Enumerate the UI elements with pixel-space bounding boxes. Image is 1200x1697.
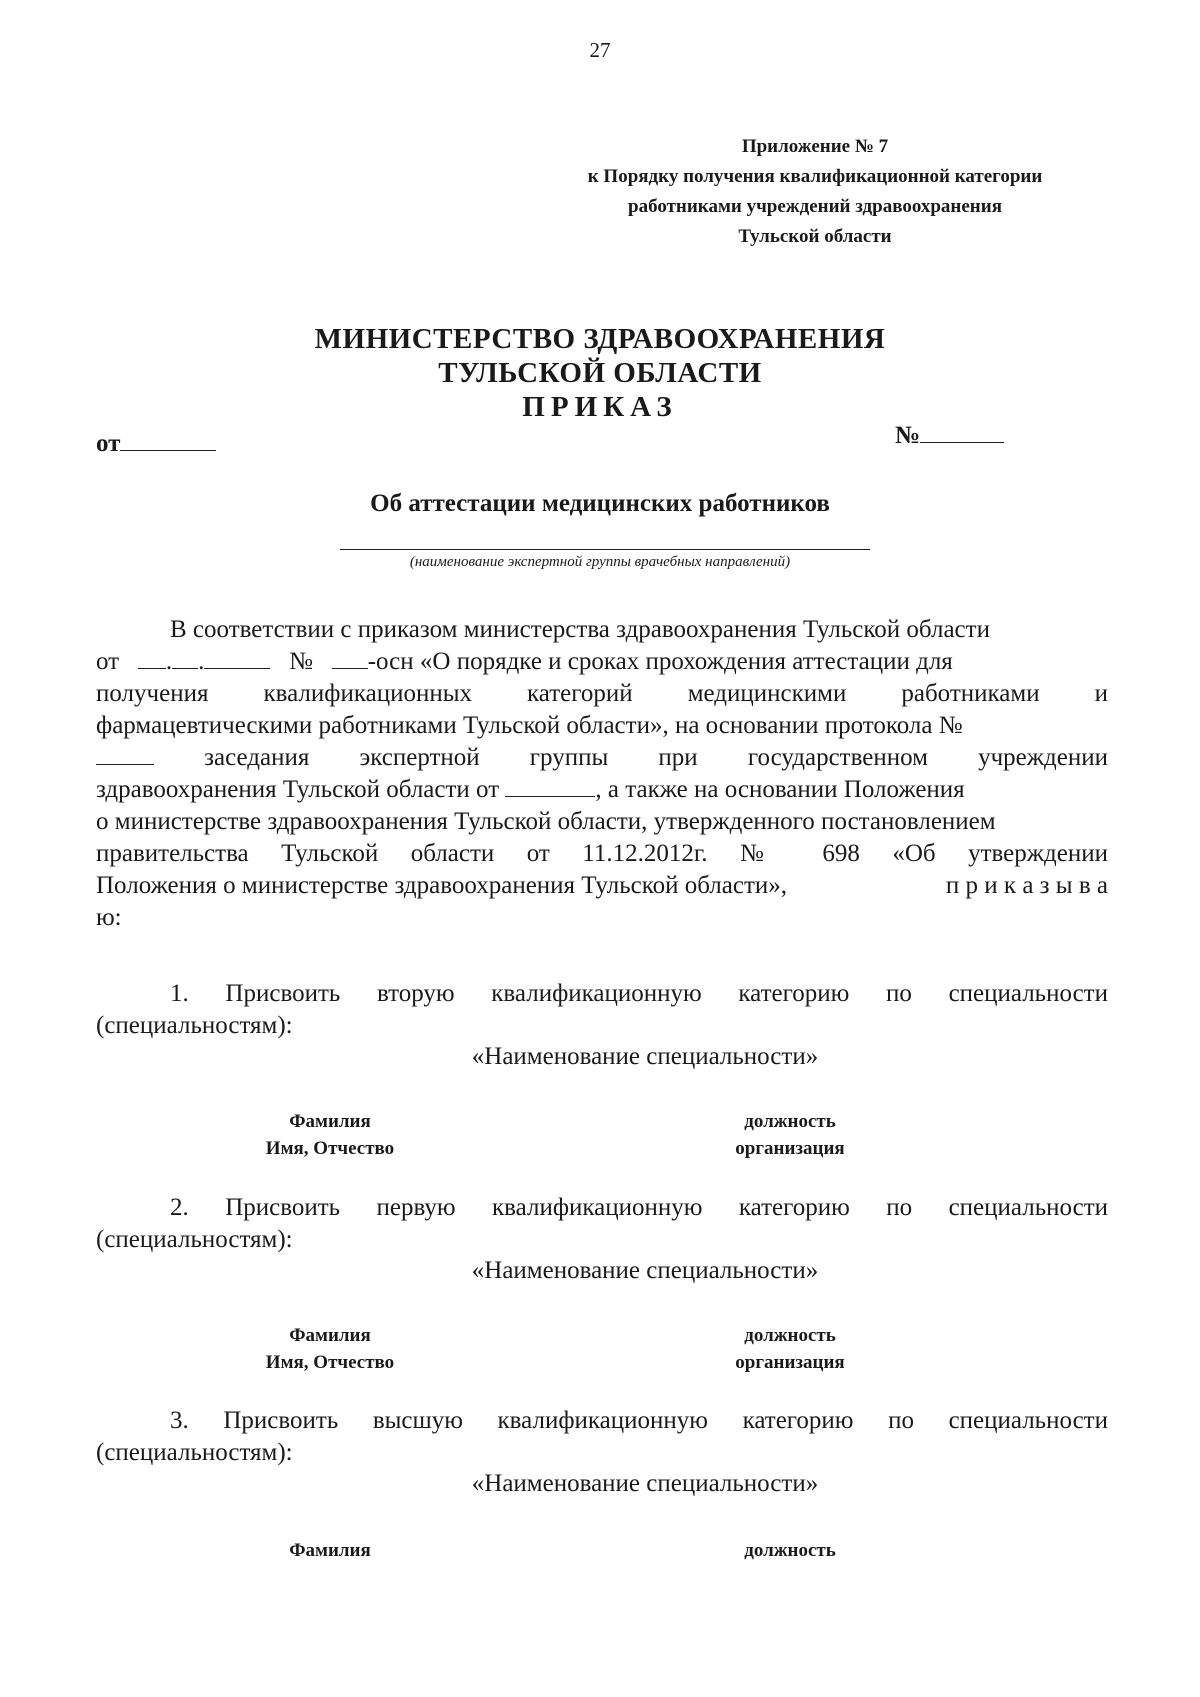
item-2-specialty: «Наименование специальности» — [471, 1257, 819, 1284]
order-subject: Об аттестации медицинских работников — [370, 490, 830, 517]
preamble-line-9a: Положения о министерстве здравоохранения Тульской области», — [96, 872, 788, 899]
item-3-specialty: «Наименование специальности» — [471, 1470, 819, 1497]
blank-order-number — [332, 667, 368, 669]
ministry-name-line-1: МИНИСТЕРСТВО ЗДРАВООХРАНЕНИЯ — [314, 323, 886, 355]
expert-group-caption: (наименование экспертной группы врачебных направлений) — [409, 554, 791, 570]
page-number: 27 — [589, 38, 611, 62]
document-header — [0, 322, 1200, 424]
preamble-line-6a: здравоохранения Тульской области от — [96, 776, 500, 803]
blank-month — [172, 667, 198, 669]
order-date-field — [96, 430, 216, 458]
order-date-label: от — [96, 430, 121, 457]
preamble-line-2: от . . № -осн «О порядке и сроках прохождения аттестации для — [96, 648, 953, 675]
item-2-text-cont: (специальностям): — [96, 1226, 293, 1253]
appendix-block — [520, 132, 1110, 252]
item-1-person-job — [680, 1108, 900, 1162]
appendix-line-4: Тульской области — [738, 226, 892, 247]
item-1-position: должность — [744, 1111, 836, 1132]
preamble-line-10: ю: — [96, 904, 122, 931]
order-number-blank — [920, 441, 1004, 443]
item-2-surname: Фамилия — [289, 1325, 371, 1346]
preamble-line-6b: , а также на основании Положения — [595, 776, 965, 803]
order-title: ПРИКАЗ — [522, 391, 678, 423]
item-3-text-cont: (специальностям): — [96, 1439, 293, 1466]
order-item-2 — [96, 1192, 1108, 1256]
appendix-line-1: Приложение № 7 — [741, 136, 889, 157]
item-2-first-name: Имя, Отчество — [265, 1352, 395, 1373]
item-1-first-name: Имя, Отчество — [265, 1138, 395, 1159]
item-1-person-name — [210, 1108, 450, 1162]
item-1-text: 1. Присвоить вторую квалификационную категорию по специальности — [170, 980, 1108, 1007]
order-number-label: № — [895, 422, 921, 449]
item-2-person-job — [680, 1322, 900, 1376]
preamble-paragraph — [96, 614, 1108, 934]
item-2-organization: организация — [735, 1352, 845, 1373]
preamble-line-2-text: -осн «О порядке и сроках прохождения аттестации для — [367, 648, 953, 675]
preamble-line-9 — [96, 870, 1108, 902]
preamble-line-3: получения квалификационных категорий медицинскими работниками и — [96, 680, 1108, 707]
item-3-person-name — [210, 1537, 450, 1564]
preamble-line-7: о министерстве здравоохранения Тульской области, утвержденного постановлением — [96, 808, 996, 835]
appendix-line-2: к Порядку получения квалификационной категории — [587, 166, 1043, 187]
preamble-number-label: № — [289, 648, 313, 675]
item-3-person-job — [680, 1537, 900, 1564]
preamble-line-1: В соответствии с приказом министерства здравоохранения Тульской области — [170, 616, 990, 643]
preamble-from-label: от — [96, 648, 120, 675]
order-number-field — [895, 422, 1004, 450]
preamble-order-verb: п р и к а з ы в а — [945, 872, 1108, 899]
order-item-3 — [96, 1405, 1108, 1469]
preamble-line-5-text: заседания экспертной группы при государственном учреждении — [204, 744, 1108, 771]
item-1-organization: организация — [735, 1138, 845, 1159]
blank-meeting-date — [505, 795, 595, 797]
item-2-position: должность — [744, 1325, 836, 1346]
preamble-line-6 — [96, 774, 1108, 806]
blank-protocol-number — [96, 763, 154, 765]
item-3-position: должность — [744, 1540, 836, 1561]
item-1-surname: Фамилия — [289, 1111, 371, 1132]
order-date-blank — [120, 449, 216, 451]
preamble-line-5 — [96, 742, 1108, 774]
order-item-1 — [96, 978, 1108, 1042]
item-2-person-name — [210, 1322, 450, 1376]
ministry-name-line-2: ТУЛЬСКОЙ ОБЛАСТИ — [438, 357, 762, 389]
appendix-line-3: работниками учреждений здравоохранения — [628, 196, 1002, 217]
item-3-surname: Фамилия — [289, 1540, 371, 1561]
item-2-text: 2. Присвоить первую квалификационную категорию по специальности — [170, 1194, 1108, 1221]
item-1-specialty: «Наименование специальности» — [471, 1043, 819, 1070]
expert-group-blank-line — [340, 549, 870, 550]
blank-day — [138, 667, 166, 669]
item-3-text: 3. Присвоить высшую квалификационную категорию по специальности — [170, 1407, 1108, 1434]
blank-year — [204, 667, 270, 669]
preamble-line-4: фармацевтическими работниками Тульской области», на основании протокола № — [96, 712, 963, 739]
item-1-text-cont: (специальностям): — [96, 1012, 293, 1039]
preamble-line-8: правительства Тульской области от 11.12.2012г. № 698 «Об утверждении — [96, 840, 1108, 867]
